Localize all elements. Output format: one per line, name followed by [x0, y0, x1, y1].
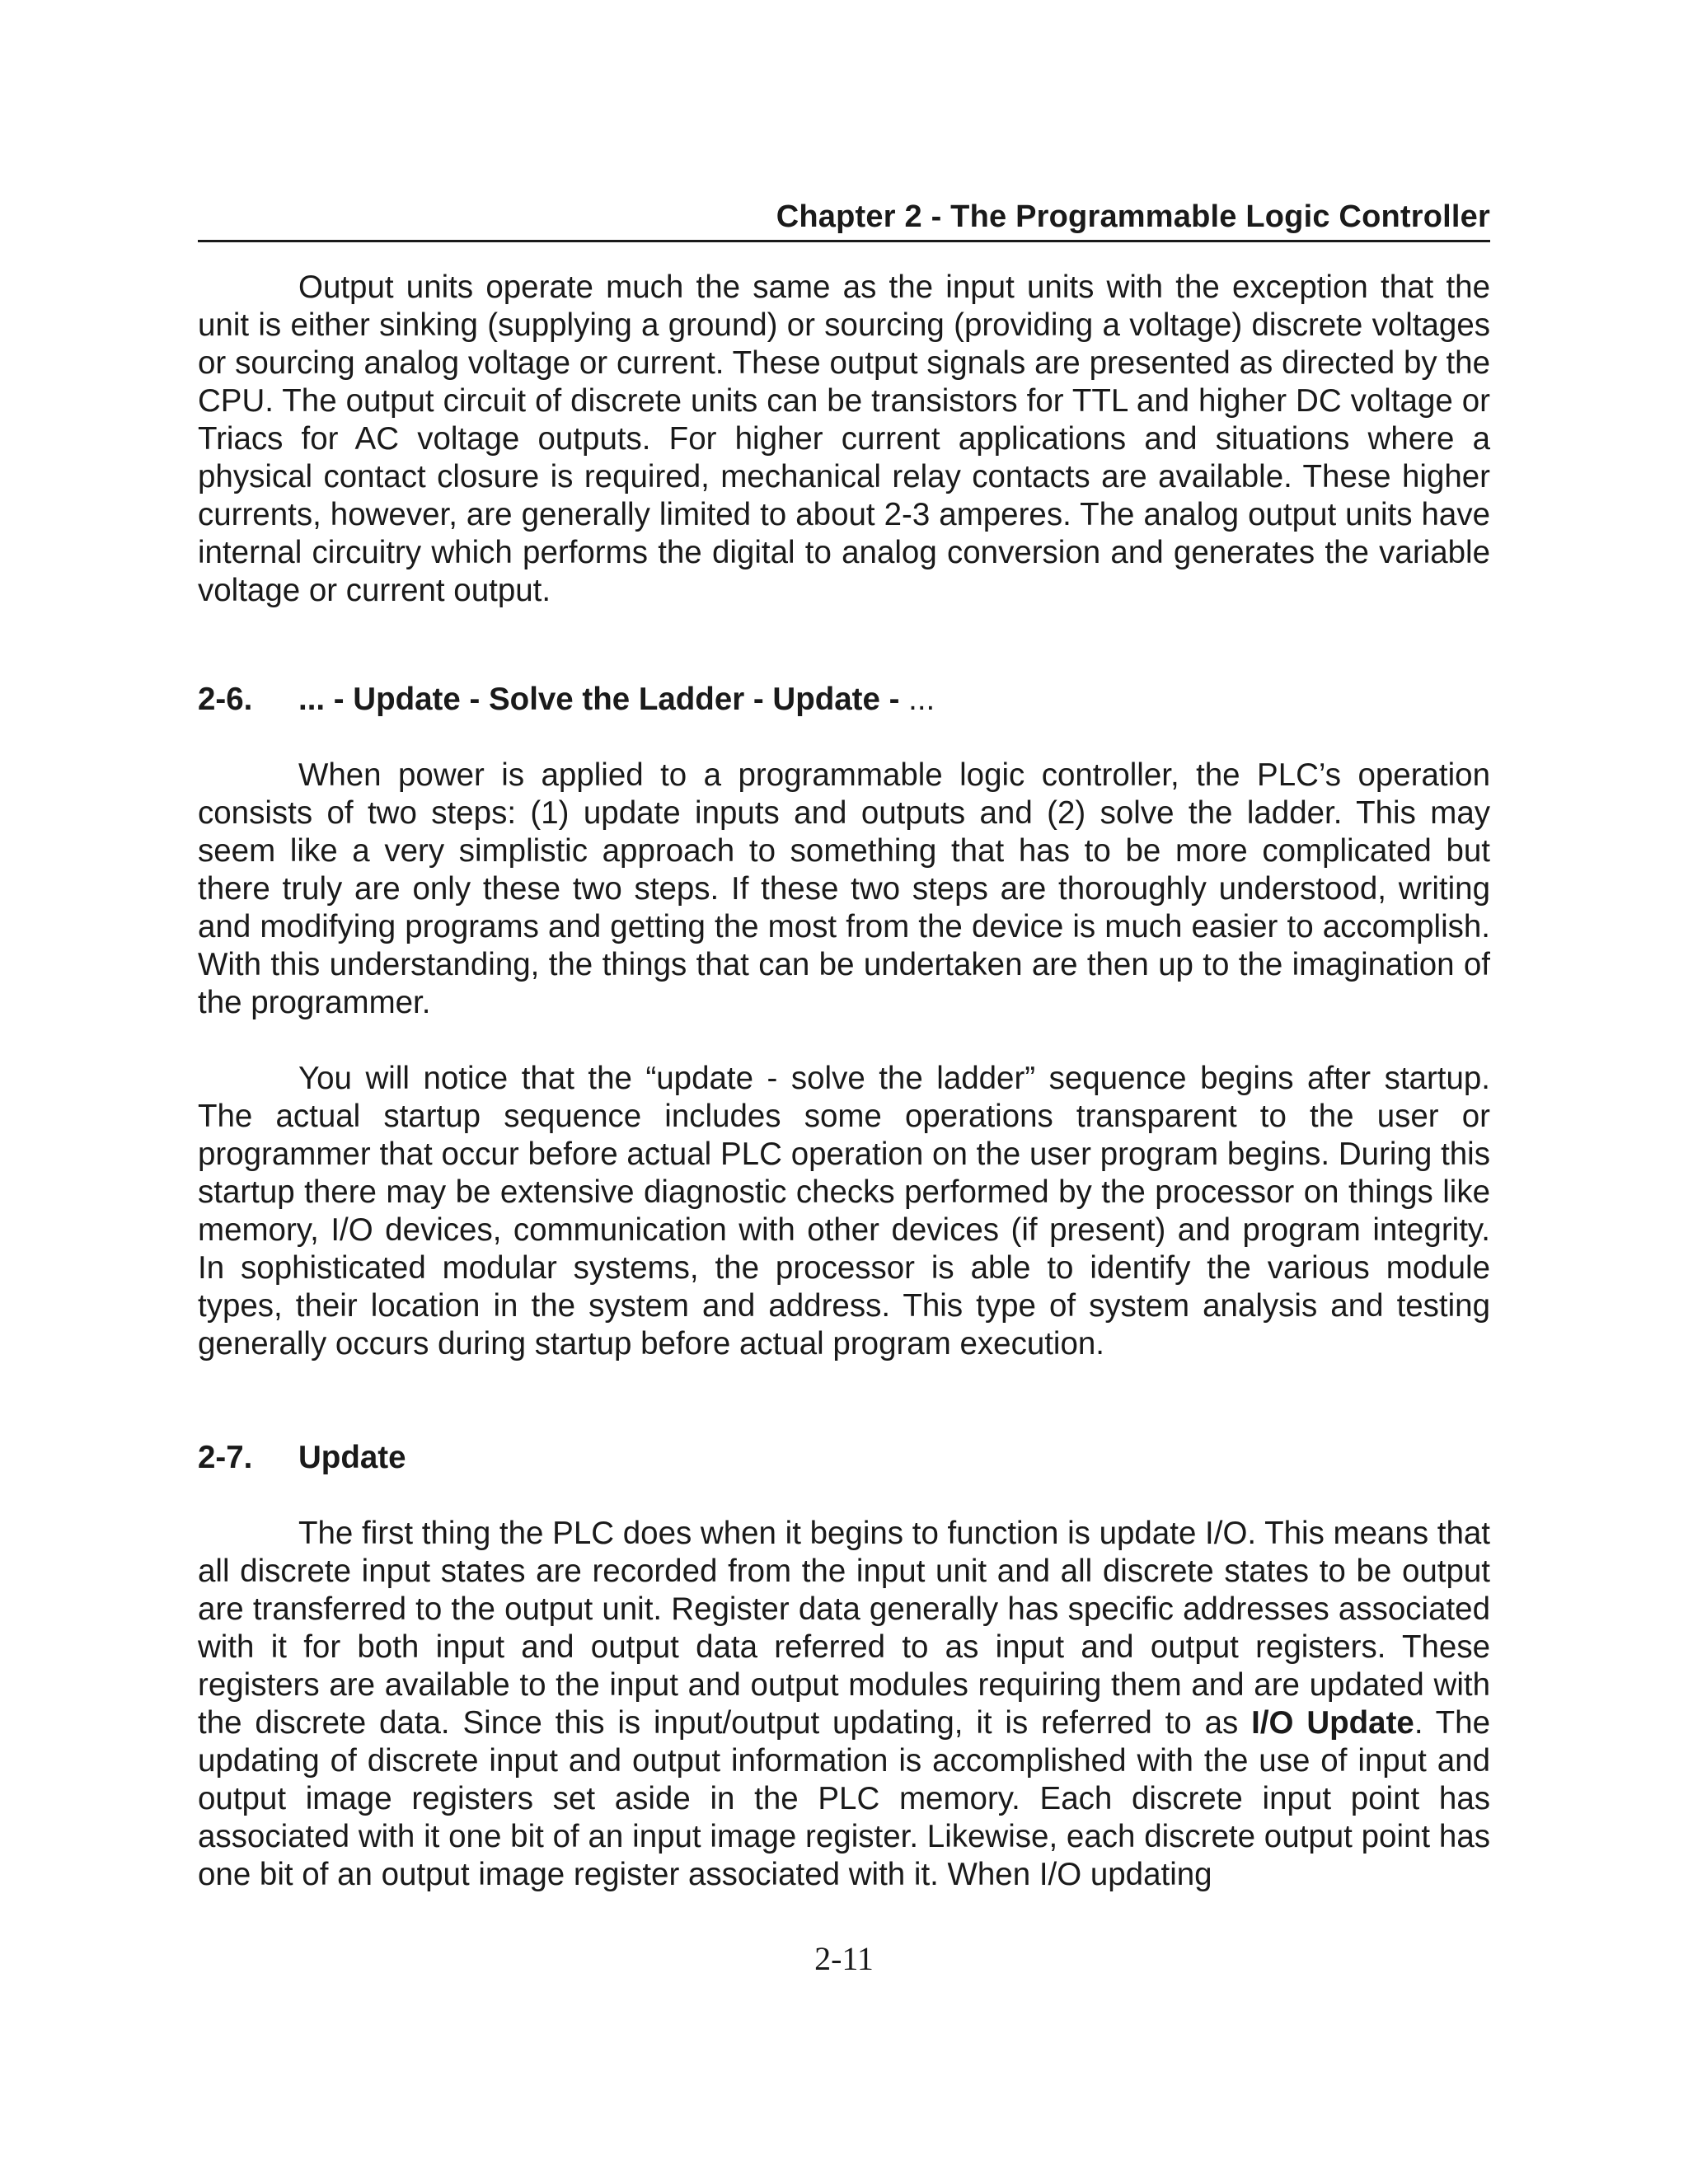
paragraph-text-end: . The updating of discrete input and output information is accomplished with the use of input and output image registers set aside in the PLC memory. Each discrete input point has associated with it one bit of an input image register. Likewise, each discrete output point has one bit of an output image register associated with it. When I/O updating — [198, 1705, 1490, 1892]
paragraph-update-io — [198, 1515, 1490, 1894]
section-title-trail: ... — [908, 682, 935, 717]
chapter-title: Chapter 2 - The Programmable Logic Controller — [776, 199, 1490, 234]
paragraph-text-start: The first thing the PLC does when it begins to function is update I/O. This means that all discrete input states are recorded from the input unit and all discrete states to be output are transferred to the output unit. Register data generally has specific addresses associated with it for both input and output data referred to as input and output registers. These registers are available to the input and output modules requiring them and are updated with the discrete data. Since this is input/output updating, it is referred to as — [198, 1516, 1490, 1741]
section-title: Update — [298, 1440, 406, 1475]
page-number: 2-11 — [814, 1940, 874, 1977]
section-title: ... - Update - Solve the Ladder - Update - — [298, 682, 909, 717]
chapter-header — [198, 196, 1490, 242]
paragraph-startup-sequence: You will notice that the “update - solve the ladder” sequence begins after startup. The actual startup sequence includes some operations transparent to the user or programmer that occur before actual PLC operation on the user program begins. During this startup there may be extensive diagnostic checks performed by the processor on things like memory, I/O devices, communication with other devices (if present) and program integrity. In sophisticated modular systems, the processor is able to identify the various module types, their location in the system and address. This type of system analysis and testing generally occurs during startup before actual program execution. — [198, 1061, 1490, 1361]
section-heading-2-7 — [198, 1439, 1490, 1477]
paragraph-power-applied: When power is applied to a programmable logic controller, the PLC’s operation consists of two steps: (1) update inputs and outputs and (2) solve the ladder. This may seem like a very simplistic approach to something that has to be more complicated but there truly are only these two steps. If these two steps are thoroughly understood, writing and modifying programs and getting the most from the device is much easier to accomplish. With this understanding, the things that can be undertaken are then up to the imagination of the programmer. — [198, 757, 1490, 1020]
io-update-term: I/O Update — [1251, 1705, 1414, 1741]
section-heading-2-6 — [198, 681, 1490, 719]
section-number: 2-7. — [198, 1440, 253, 1475]
section-number: 2-6. — [198, 682, 253, 717]
document-page — [198, 0, 1490, 2184]
paragraph-output-units: Output units operate much the same as the input units with the exception that the unit is either sinking (supplying a ground) or sourcing (providing a voltage) discrete voltages or sourcing analog voltage or current. These output signals are presented as directed by the CPU. The output circuit of discrete units can be transistors for TTL and higher DC voltage or Triacs for AC voltage outputs. For higher current applications and situations where a physical contact closure is required, mechanical relay contacts are available. These higher currents, however, are generally limited to about 2-3 amperes. The analog output units have internal circuitry which performs the digital to analog conversion and generates the variable voltage or current output. — [198, 269, 1490, 608]
